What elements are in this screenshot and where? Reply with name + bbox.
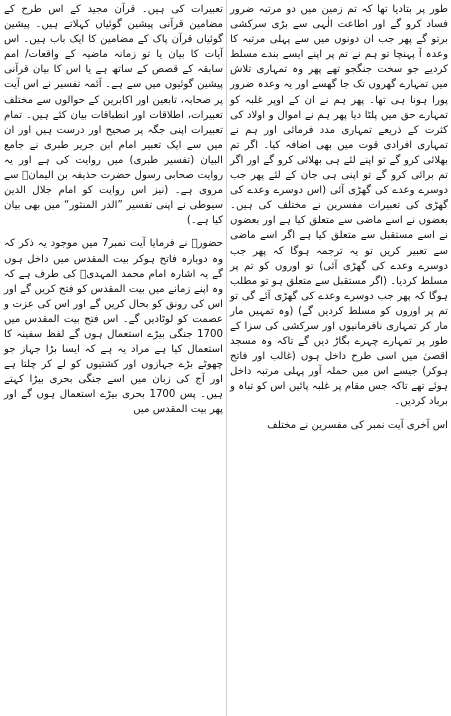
paragraph-right-1: طور پر بتادیا تھا کہ تم زمین میں دو مرتبہ ضرور فساد کرو گے اور اطاعت الٰہی سے بڑی سرکشی برتو گے پھر جب ان دونوں میں سے پہلی مرتبہ کا وعدہ آ پہنچا تو ہم نے تم پر اپنے ایسے بندے مسلط کردیے جو سخت جنگجو تھے پھر وہ تمہاری تلاش میں تمہارے گھروں تک جا گھسے اور یہ وعدہ ضرور پورا ہونا ہی تھا۔ پھر ہم نے ان کے اوپر غلبہ کو تمہارے حق میں پلٹا دیا پھر ہم نے اموال و اولاد کی کثرت کے ذریعے تمہاری مدد فرمائی اور ہم نے تمہاری افرادی قوت میں بھی اضافہ کیا۔ اگر تم بھلائی کرو گے تو اپنے لئے ہی بھلائی کرو گے اور اگر تم برائی کرو گے تو اپنی ہی جان کے لئے پھر جب دوسرے وعدے کی گھڑی آئی (اس دوسرے وعدے کی گھڑی کی تعبیرات مفسرین نے مختلف کی ہیں۔ بعضوں نے اسے ماضی سے متعلق کیا ہے اور بعضوں نے اسے مستقبل سے متعلق کیا ہے اگر اسے ماضی سے تعبیر کریں تو یہ ترجمہ ہوگا کہ پھر جب دوسرے وعدے کی گھڑی آئی) تو اوروں کو تم پر مسلط کردیا۔ (اگر مستقبل سے متعلق ہو تو مطلب ہوگا کہ پھر جب دوسرے وعدے کی گھڑی آئے گی تو تم پر اوروں کو مسلط کردیں گے) (وہ تمہیں مار مار کر تمہاری نافرمانیوں اور سرکشی کی سزا کے طور پر تمہارے چہرے بگاڑ دیں گے تاکہ وہ مسجد اقصیٰ میں اسی طرح داخل ہوں (غالب اور فاتح ہوکر) جیسے اس میں حملہ آور پہلی مرتبہ داخل ہوئے تھے تاکہ جس مقام پر غلبہ پائیں اس کو تباہ و برباد کردیں۔	[230, 4, 448, 408]
left-column	[1, 0, 226, 716]
right-column	[226, 0, 451, 716]
paragraph-gap	[230, 410, 448, 418]
paragraph-gap	[4, 228, 223, 236]
paragraph-left-2: حضورؐ نے فرمایا آیت نمبر7 میں موجود یہ ذکر کہ وہ دوبارہ فاتح ہوکر بیت المقدس میں داخل ہوں گے یہ اشارہ امام محمد المہدیؑ کی طرف ہے کہ وہ اپنے زمانے میں بیت المقدس کو فتح کریں گے اور اس کی رونق کو بحال کریں گے اور اس کی عزت و عصمت کو لوٹادیں گے۔ اس فتح بیت المقدس میں 1700 جنگی بیڑے استعمال ہوں گے لفظ سفینہ کا استعمال کیا ہے مراد یہ ہے کہ ایسا بڑا جہاز جو چھوٹے بڑے جہازوں اور کشتیوں کو لے کر چلتا ہے اور آج کی زبان میں اسے جنگی بحری بیڑا کہتے ہیں۔ پس 1700 بحری بیڑے استعمال ہوں گے اور پھر بیت المقدس میں	[4, 238, 223, 416]
paragraph-left-1: تعبیرات کی ہیں۔ قرآن مجید کے اس طرح کے مضامین قرآنی پیشین گوئیاں کہلاتے ہیں۔ پیشین گوئیاں قرآن پاک کے مضامین کا ایک باب ہیں۔ اس آیات کا بیان یا تو زمانہ ماضیہ کے واقعات/ امم سابقہ کے قصص کے ساتھ ہے یا اس کا بیان قرآنی پیشین گوئیوں میں سے ہے۔ آئمہ تفسیر نے اس آیت پر صحابہ، تابعین اور اکابرین کے حوالوں سے مختلف تعبیرات، اطلاقات اور انطباقات بیان کئے ہیں۔ تمام تعبیرات اپنی جگہ پر صحیح اور درست ہیں اور ان میں سے ایک تعبیر امام ابن جریر طبری نے جامع البیان (تفسیر طبری) میں روایت کی ہے اور یہ روایت صحابی رسول حضرت حذیفہ بن الیمانؓ سے مروی ہے۔ (نیز اس روایت کو امام جلال الدین سیوطی نے اپنی تفسیر ”الدر المنثور“ میں بھی بیان کیا ہے۔)	[4, 4, 223, 227]
paragraph-right-2: اس آخری آیت نمبر کی مفسرین نے مختلف	[267, 419, 448, 431]
